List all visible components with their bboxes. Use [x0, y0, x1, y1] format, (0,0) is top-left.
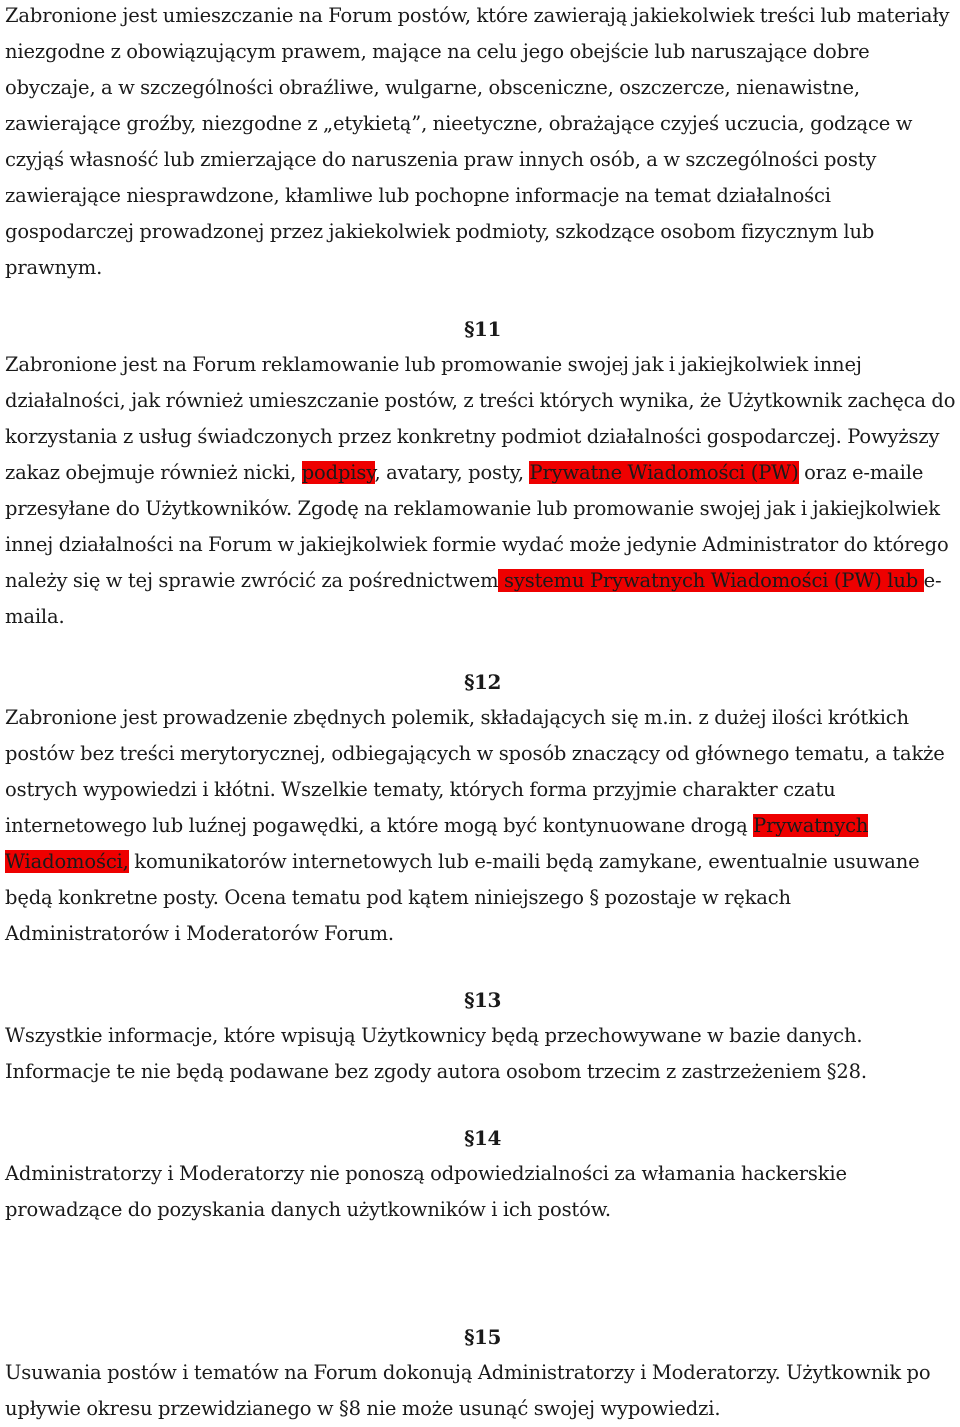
section-12-body	[5, 700, 960, 952]
section-12-highlight-private-messages: Prywatnych Wiadomości,	[5, 814, 869, 873]
section-11-highlight-signatures: podpisy	[301, 461, 375, 484]
section-11-highlight-private-messages: Prywatne Wiadomości (PW)	[529, 461, 799, 484]
section-10-body: Zabronione jest umieszczanie na Forum postów, które zawierają jakiekolwiek treści lub materiały niezgodne z obowiązującym prawem, mające na celu jego obejście lub naruszające dobre obyczaje, a w szczególności obraźliwe, wulgarne, obsceniczne, oszczercze, nienawistne, zawierające groźby, niezgodne z „etykietą”, nieetyczne, obrażające czyjeś uczucia, godzące w czyjąś własność lub zmierzające do naruszenia praw innych osób, a w szczególności posty zawierające niesprawdzone, kłamliwe lub pochopne informacje na temat działalności gospodarczej prowadzonej przez jakiekolwiek podmioty, szkodzące osobom fizycznym lub prawnym.	[5, 4, 950, 279]
section-11-text-1: Zabronione jest na Forum reklamowanie lub promowanie swojej jak i jakiejkolwiek innej działalności, jak również umieszczanie postów, z treści których wynika, że Użytkownik zachęca do korzystania z usług świadczonych przez konkretny podmiot działalności gospodarczej. Powyższy zakaz obejmuje również nicki,	[5, 353, 956, 484]
section-13-heading: §13	[464, 988, 501, 1012]
section-14-heading: §14	[464, 1126, 501, 1150]
section-11-text-4: e-maila.	[5, 569, 942, 628]
section-15-heading: §15	[464, 1325, 501, 1349]
section-15-body: Usuwania postów i tematów na Forum dokonują Administratorzy i Moderatorzy. Użytkownik po upływie okresu przewidzianego w §8 nie może usunąć swojej wypowiedzi.	[5, 1361, 931, 1420]
section-12-text-2: komunikatorów internetowych lub e-maili będą zamykane, ewentualnie usuwane będą konkretne posty. Ocena tematu pod kątem niniejszego § pozostaje w rękach Administratorów i Moderatorów Forum.	[5, 850, 920, 945]
section-12-heading: §12	[464, 670, 501, 694]
section-11-body	[5, 347, 960, 635]
section-13-body: Wszystkie informacje, które wpisują Użytkownicy będą przechowywane w bazie danych. Informacje te nie będą podawane bez zgody autora osobom trzecim z zastrzeżeniem §28.	[5, 1024, 867, 1083]
section-14-body: Administratorzy i Moderatorzy nie ponoszą odpowiedzialności za włamania hackerskie prowadzące do pozyskania danych użytkowników i ich postów.	[5, 1162, 847, 1221]
section-11-text-3: oraz e-maile przesyłane do Użytkowników. Zgodę na reklamowanie lub promowanie swojej jak i jakiejkolwiek innej działalności na Forum w jakiejkolwiek formie wydać może jedynie Administrator do którego należy się w tej sprawie zwrócić za pośrednictwem	[5, 461, 949, 592]
section-11-highlight-pm-system: systemu Prywatnych Wiadomości (PW) lub	[498, 569, 924, 592]
section-11-heading: §11	[464, 317, 501, 341]
section-11-text-2: , avatary, posty,	[374, 461, 530, 484]
section-12-text-1: Zabronione jest prowadzenie zbędnych polemik, składających się m.in. z dużej ilości krótkich postów bez treści merytorycznej, odbiegających w sposób znaczący od głównego tematu, a także ostrych wypowiedzi i kłótni. Wszelkie tematy, których forma przyjmie charakter czatu internetowego lub luźnej pogawędki, a które mogą być kontynuowane drogą	[5, 706, 945, 837]
